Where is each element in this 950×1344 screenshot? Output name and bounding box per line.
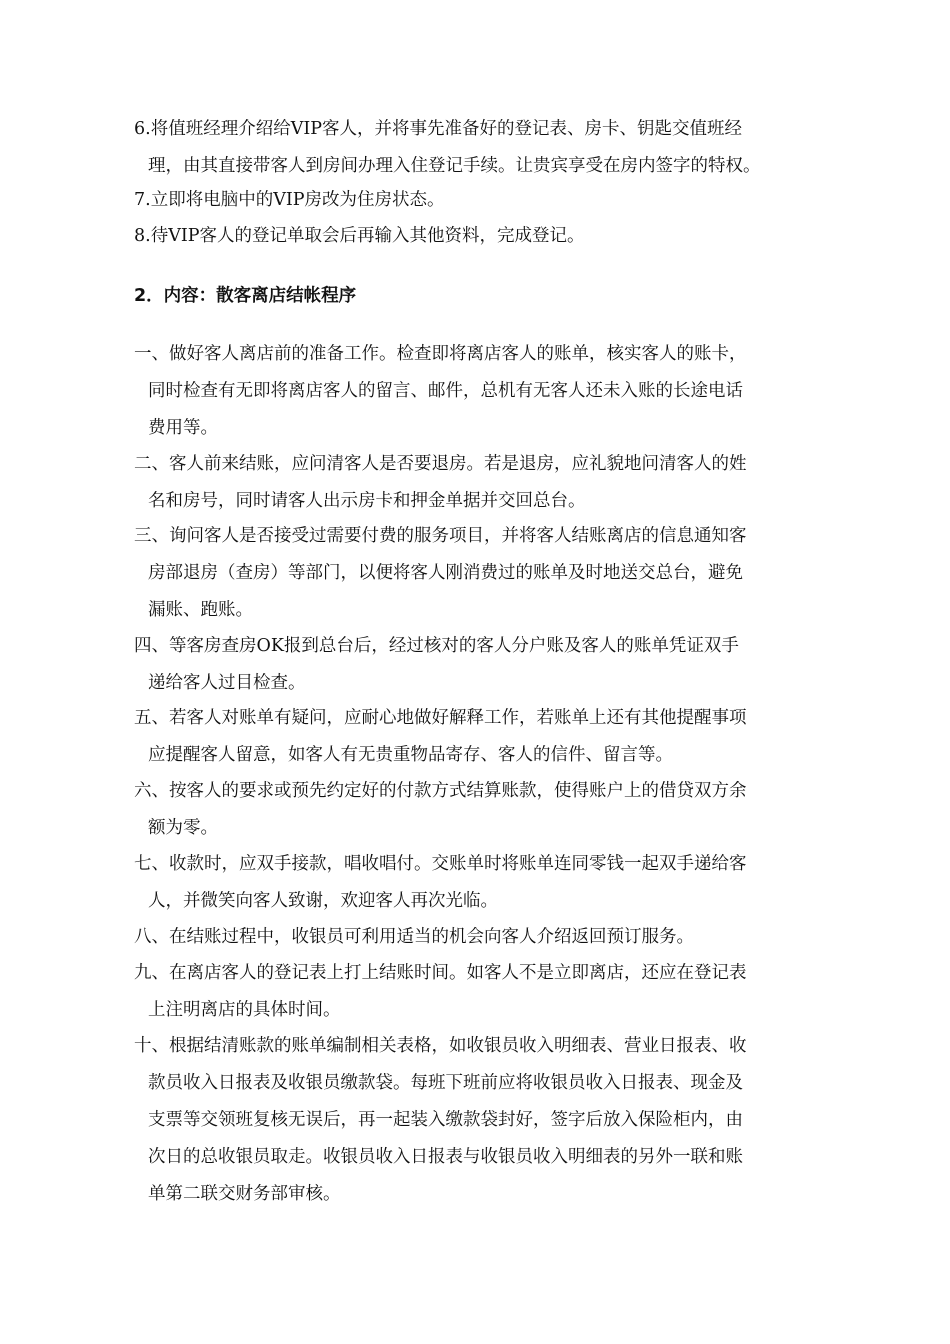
list-item-6 [134, 111, 834, 185]
text-line: 次日的总收银员取走。收银员收入日报表与收银员收入明细表的另外一联和账 [148, 1147, 743, 1167]
text-line: 一、做好客人离店前的准备工作。检查即将离店客人的账单，核实客人的账卡， [134, 344, 747, 364]
text-line: 7.立即将电脑中的VIP房改为住房状态。 [134, 190, 445, 210]
section-heading: 2．内容：散客离店结帐程序 [134, 286, 357, 306]
text-line: 二、客人前来结账，应问清客人是否要退房。若是退房，应礼貌地问清客人的姓 [134, 454, 747, 474]
text-line: 四、等客房查房OK报到总台后，经过核对的客人分户账及客人的账单凭证双手 [134, 636, 739, 656]
text-line: 8.待VIP客人的登记单取会后再输入其他资料，完成登记。 [134, 226, 585, 246]
list-item-8 [134, 218, 834, 255]
text-line: 6.将值班经理介绍给VIP客人，并将事先准备好的登记表、房卡、钥匙交值班经 [134, 119, 743, 139]
step-item-2 [134, 446, 834, 520]
text-line: 理，由其直接带客人到房间办理入住登记手续。让贵宾享受在房内签字的特权。 [148, 156, 761, 176]
text-line: 三、询问客人是否接受过需要付费的服务项目，并将客人结账离店的信息通知客 [134, 526, 747, 546]
step-item-10 [134, 1028, 834, 1213]
step-item-3 [134, 518, 834, 629]
text-line: 支票等交领班复核无误后，再一起装入缴款袋封好，签字后放入保险柜内，由 [148, 1110, 743, 1130]
text-line: 应提醒客人留意，如客人有无贵重物品寄存、客人的信件、留言等。 [148, 745, 673, 765]
step-item-6 [134, 773, 834, 847]
step-item-5 [134, 700, 834, 774]
text-line: 房部退房（查房）等部门，以便将客人刚消费过的账单及时地送交总台，避免 [148, 563, 743, 583]
text-line: 单第二联交财务部审核。 [148, 1184, 341, 1204]
text-line: 十、根据结清账款的账单编制相关表格，如收银员收入明细表、营业日报表、收 [134, 1036, 747, 1056]
step-item-1 [134, 336, 834, 447]
text-line: 费用等。 [148, 418, 218, 438]
step-item-4 [134, 628, 834, 702]
text-line: 漏账、跑账。 [148, 600, 253, 620]
text-line: 上注明离店的具体时间。 [148, 1000, 341, 1020]
text-line: 七、收款时，应双手接款，唱收唱付。交账单时将账单连同零钱一起双手递给客 [134, 854, 747, 874]
step-item-8 [134, 919, 834, 956]
text-line: 人，并微笑向客人致谢，欢迎客人再次光临。 [148, 891, 498, 911]
text-line: 名和房号，同时请客人出示房卡和押金单据并交回总台。 [148, 491, 586, 511]
list-item-7 [134, 182, 834, 219]
text-line: 六、按客人的要求或预先约定好的付款方式结算账款，使得账户上的借贷双方余 [134, 781, 747, 801]
text-line: 五、若客人对账单有疑问，应耐心地做好解释工作，若账单上还有其他提醒事项 [134, 708, 747, 728]
text-line: 款员收入日报表及收银员缴款袋。每班下班前应将收银员收入日报表、现金及 [148, 1073, 743, 1093]
text-line: 额为零。 [148, 818, 218, 838]
text-line: 递给客人过目检查。 [148, 673, 306, 693]
text-line: 八、在结账过程中，收银员可利用适当的机会向客人介绍返回预订服务。 [134, 927, 694, 947]
text-line: 九、在离店客人的登记表上打上结账时间。如客人不是立即离店，还应在登记表 [134, 963, 747, 983]
step-item-9 [134, 955, 834, 1029]
text-line: 同时检查有无即将离店客人的留言、邮件，总机有无客人还未入账的长途电话 [148, 381, 743, 401]
step-item-7 [134, 846, 834, 920]
